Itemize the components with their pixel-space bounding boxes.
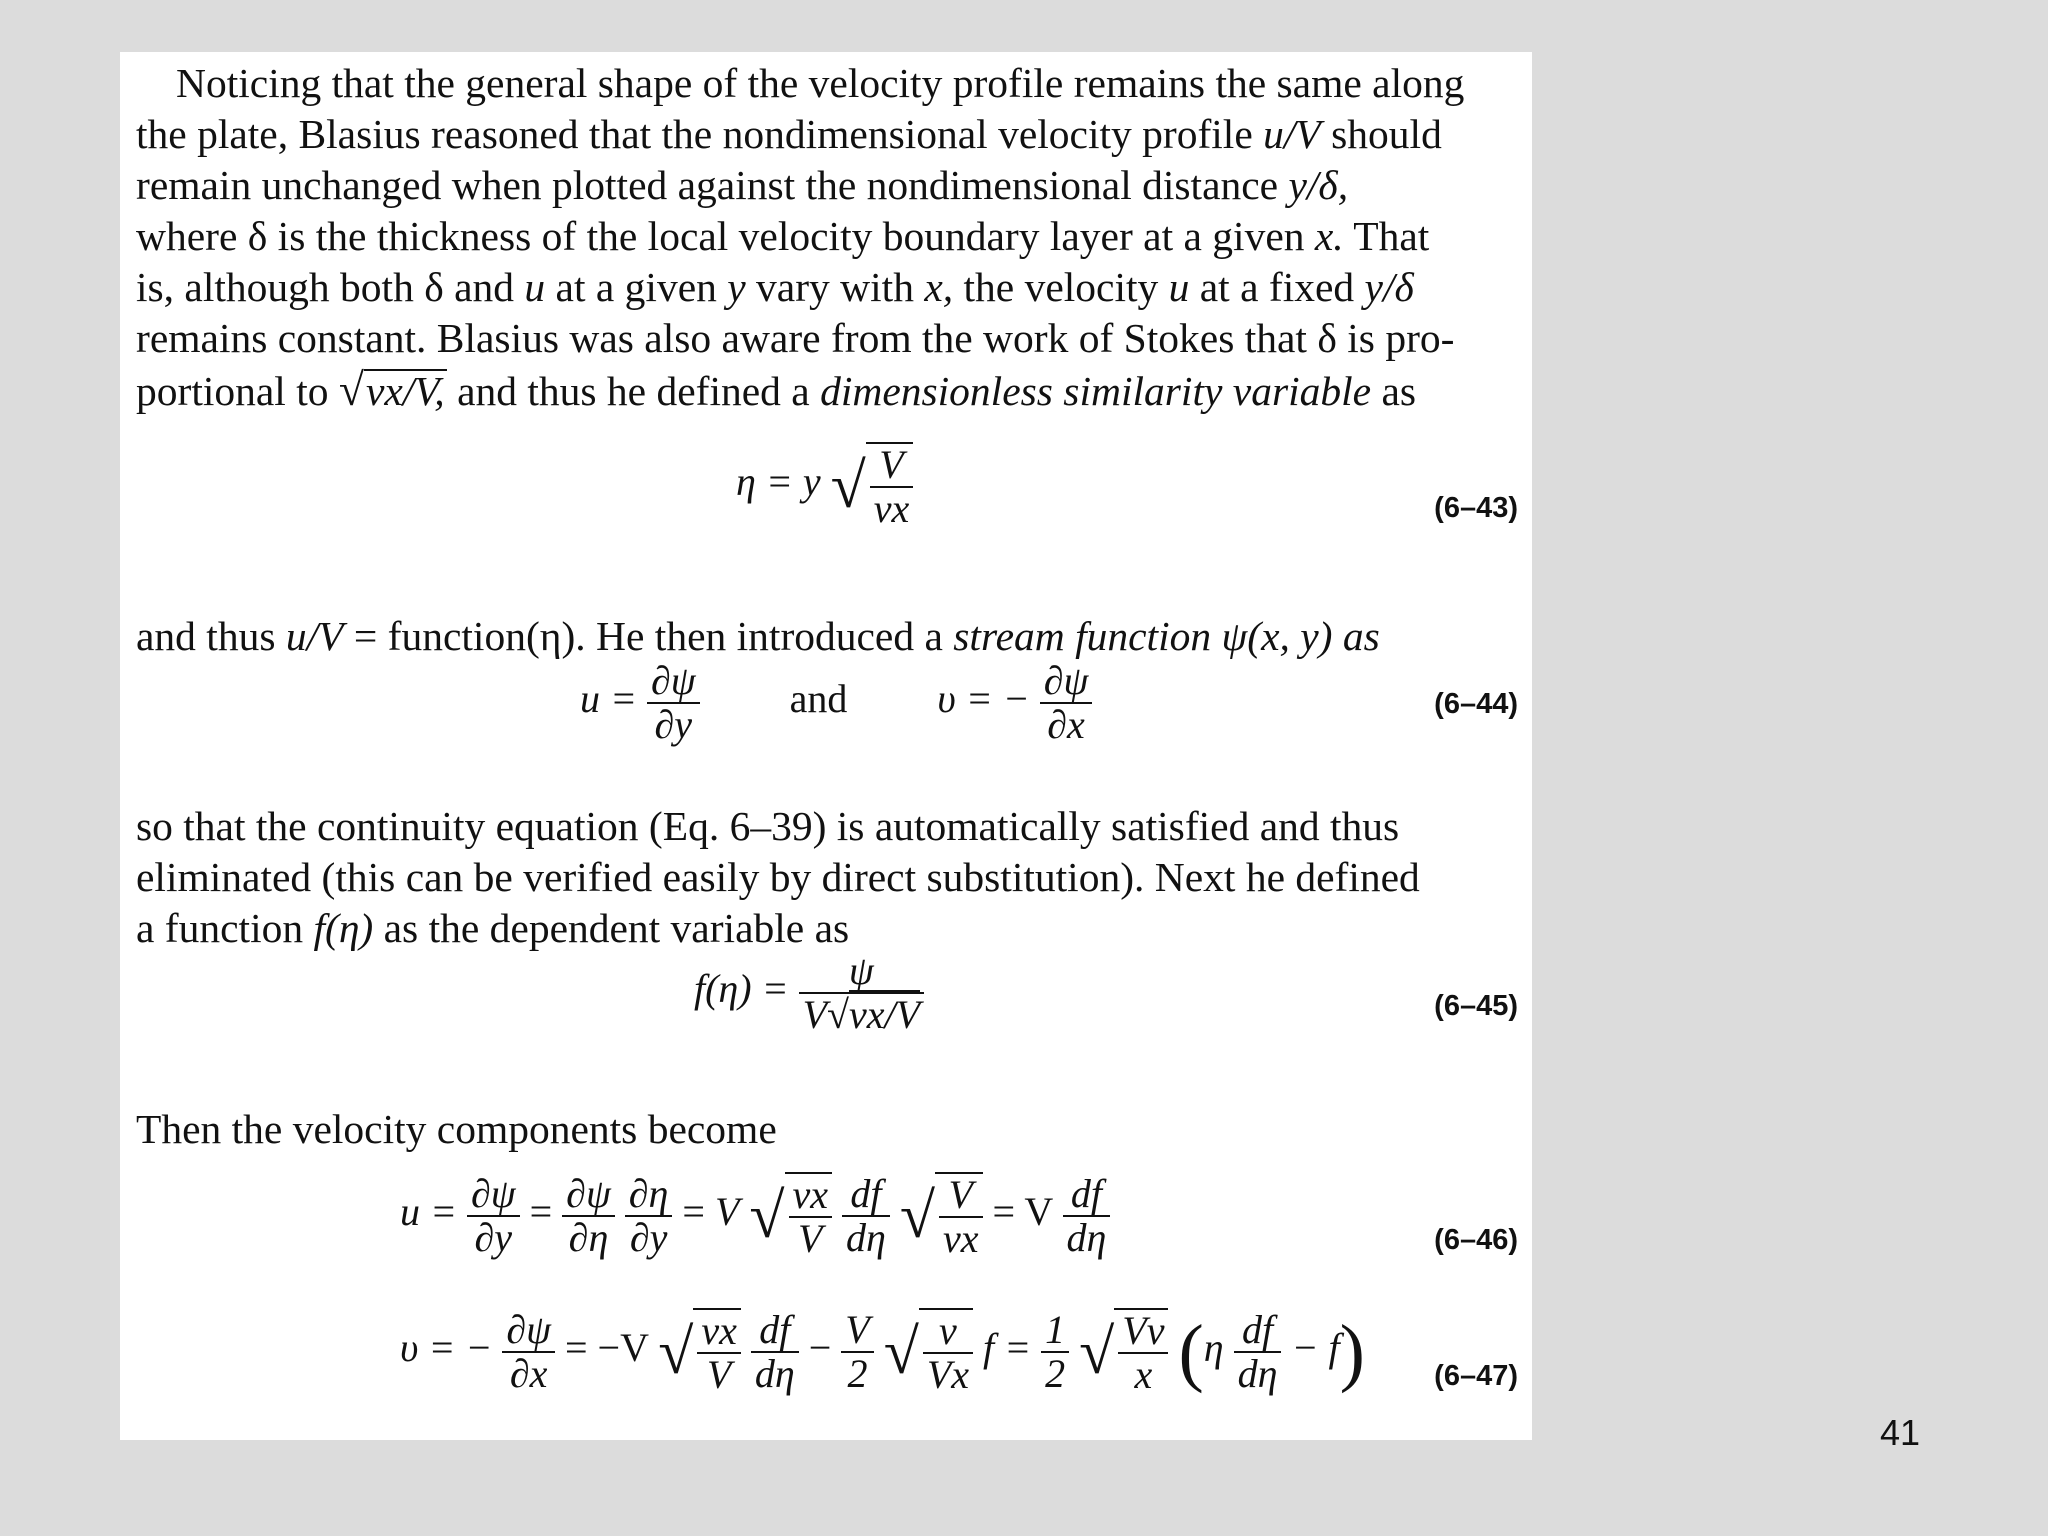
math-inline: νx/V, xyxy=(365,368,445,414)
numerator: df xyxy=(751,1309,799,1353)
eq-sign: = xyxy=(529,1189,553,1235)
text-line: as xyxy=(1371,368,1417,414)
denominator: 2 xyxy=(847,1351,868,1396)
fraction xyxy=(562,1173,615,1259)
text-line: portional to xyxy=(136,368,339,414)
denominator: dη xyxy=(846,1215,886,1260)
text-line: at a fixed xyxy=(1189,264,1365,310)
equation-6-47 xyxy=(400,1308,1365,1396)
den-radicand: νx/V xyxy=(848,992,921,1037)
denominator: V xyxy=(706,1352,732,1397)
paragraph-stream-function xyxy=(136,611,1520,662)
equation-number-6-43: (6–43) xyxy=(1434,492,1518,524)
emphasis-term: stream function xyxy=(953,613,1212,659)
numerator: ∂ψ xyxy=(562,1173,615,1217)
text-line: = function(η). He then introduced a xyxy=(343,613,954,659)
radical: √ $\frac{\nu}{Vx}$ xyxy=(884,1308,973,1396)
eq-lhs: u = xyxy=(400,1189,457,1235)
text-line: eliminated (this can be verified easily by direct substitution). Next he defined xyxy=(136,854,1420,900)
text-line: is, although both δ and xyxy=(136,264,525,310)
equation-number-6-46: (6–46) xyxy=(1434,1224,1518,1256)
open-paren: ( xyxy=(1178,1310,1204,1394)
text-line: so that the continuity equation (Eq. 6–39) is automatically satisfied and thus xyxy=(136,803,1400,849)
eq-lhs: η = y xyxy=(736,459,821,505)
fraction xyxy=(751,1309,799,1395)
equation-6-46 xyxy=(400,1172,1110,1260)
numerator: νx xyxy=(697,1310,741,1354)
numerator: Vν xyxy=(1118,1310,1168,1354)
numerator: df xyxy=(1234,1309,1282,1353)
text-line: vary with xyxy=(745,264,925,310)
text-line: That xyxy=(1343,213,1430,259)
text-line: the velocity xyxy=(953,264,1169,310)
numerator: ν xyxy=(923,1310,973,1354)
eq-lhs: u = xyxy=(580,676,637,722)
radical: √ $\frac{\nu x}{V}$ xyxy=(658,1308,741,1396)
denominator: dη xyxy=(1066,1215,1107,1260)
text-line: where δ is the thickness of the local velocity boundary layer at a given xyxy=(136,213,1315,259)
fraction xyxy=(502,1309,555,1395)
equation-number-6-47: (6–47) xyxy=(1434,1360,1518,1392)
text-line: remain unchanged when plotted against the nondimensional distance xyxy=(136,162,1289,208)
text-line: and thus he defined a xyxy=(446,368,821,414)
textbook-page-scan xyxy=(120,52,1532,1440)
eq-and: and xyxy=(789,676,848,722)
fraction xyxy=(467,1173,520,1259)
text-line: as the dependent variable as xyxy=(373,905,850,951)
denominator: ∂y xyxy=(629,1215,668,1260)
numerator: V xyxy=(870,444,914,488)
fraction xyxy=(841,1309,873,1395)
text-line: remains constant. Blasius was also aware from the work of Stokes that δ is pro- xyxy=(136,315,1455,361)
math-inline: y xyxy=(727,264,746,310)
close-paren: ) xyxy=(1339,1310,1365,1394)
text-line: a function xyxy=(136,905,314,951)
fraction xyxy=(647,660,700,746)
slide-page-number: 41 xyxy=(1880,1412,1921,1453)
numerator: 1 xyxy=(1041,1309,1069,1353)
math-inline: y/δ, xyxy=(1288,162,1349,208)
fraction xyxy=(1234,1309,1282,1395)
denominator: V√νx/V xyxy=(802,992,921,1037)
paragraph-blasius-intro: Noticing that the general shape of the velocity profile remains the same along the plate, Blasius reasoned that the nondimensional velocity profile u/V should remain unchanged when plotted against the nondimensional distance y/δ, where δ is the thickness of the local velocity boundary layer at a given x. That is, although both δ and u at a given y vary with x, the velocity u at a fixed y/δ remains constant. Blasius was also aware from the work of Stokes that δ is pro- portional to √νx/V, and thus he defined a dimensionless similarity variable as xyxy=(136,60,1465,415)
text-line: should xyxy=(1320,111,1442,157)
denominator: ∂y xyxy=(474,1215,513,1260)
numerator: ∂ψ xyxy=(647,660,700,704)
radical: √ $\frac{V}{\nu x}$ xyxy=(831,442,914,530)
text-line: the plate, Blasius reasoned that the nondimensional velocity profile xyxy=(136,111,1264,157)
math-inline: u/V xyxy=(285,613,344,659)
fraction xyxy=(842,1173,890,1259)
denominator: νx xyxy=(873,486,910,531)
denominator: x xyxy=(1134,1352,1153,1397)
equation-6-44 xyxy=(580,660,1092,746)
math-inline: y/δ xyxy=(1364,264,1414,310)
math-inline: u xyxy=(1168,264,1190,310)
eq-term: = −V xyxy=(564,1325,649,1371)
denominator: Vx xyxy=(926,1352,970,1397)
fraction xyxy=(1041,1309,1069,1395)
paragraph-velocity-components xyxy=(136,1104,1520,1155)
text-line: and thus xyxy=(136,613,286,659)
denominator: dη xyxy=(1237,1351,1278,1396)
math-inline: x, xyxy=(924,264,954,310)
denominator: 2 xyxy=(1045,1351,1066,1396)
eq-term: η xyxy=(1203,1325,1224,1371)
radical: √ $\frac{V\nu}{x}$ xyxy=(1079,1308,1168,1396)
eq-lhs: f(η) = xyxy=(694,966,789,1012)
denominator: ∂x xyxy=(1047,702,1085,747)
numerator: ∂ψ xyxy=(1040,660,1093,704)
math-inline: x. xyxy=(1314,213,1344,259)
eq-sign: − xyxy=(808,1325,832,1371)
numerator: df xyxy=(1063,1173,1111,1217)
math-inline: f(η) xyxy=(313,905,374,951)
eq-lhs: υ = − xyxy=(937,676,1030,722)
emphasis-term: dimensionless similarity variable xyxy=(820,368,1372,414)
eq-sign: = xyxy=(682,1189,705,1235)
denominator: νx xyxy=(943,1216,979,1261)
math-inline: u xyxy=(524,264,546,310)
radical: √ $\frac{\nu x}{V}$ xyxy=(749,1172,832,1260)
eq-term: f = xyxy=(983,1325,1032,1371)
den-term: V xyxy=(802,992,828,1037)
equation-number-6-45: (6–45) xyxy=(1434,990,1518,1022)
numerator: V xyxy=(939,1174,983,1218)
paragraph-continuity xyxy=(136,801,1520,954)
numerator: ∂ψ xyxy=(467,1173,520,1217)
denominator: ∂η xyxy=(568,1215,609,1260)
numerator: ∂η xyxy=(625,1173,673,1217)
eq-term: V xyxy=(714,1189,740,1235)
numerator: V xyxy=(841,1309,873,1353)
numerator: ψ xyxy=(799,950,924,994)
fraction xyxy=(1040,660,1093,746)
text-line: Noticing that the general shape of the velocity profile remains the same along xyxy=(176,60,1465,106)
denominator: V xyxy=(798,1216,823,1261)
fraction xyxy=(1063,1173,1111,1259)
denominator: dη xyxy=(754,1351,795,1396)
denominator: ∂x xyxy=(509,1351,548,1396)
numerator: ∂ψ xyxy=(502,1309,555,1353)
denominator: ∂y xyxy=(654,702,693,747)
text-line: Then the velocity components become xyxy=(136,1106,777,1152)
numerator: νx xyxy=(789,1174,833,1218)
text-line: at a given xyxy=(545,264,728,310)
equation-number-6-44: (6–44) xyxy=(1434,688,1518,720)
math-inline: ψ(x, y) as xyxy=(1211,613,1380,659)
radical: √ $\frac{V}{\nu x}$ xyxy=(900,1172,983,1260)
fraction xyxy=(625,1173,673,1259)
eq-term: − f xyxy=(1291,1325,1340,1371)
numerator: df xyxy=(842,1173,890,1217)
math-inline: u/V xyxy=(1263,111,1321,157)
equation-6-43 xyxy=(736,442,913,530)
eq-lhs: υ = − xyxy=(400,1325,493,1371)
fraction xyxy=(799,950,924,1036)
equation-6-45 xyxy=(694,950,924,1036)
eq-term: = V xyxy=(992,1189,1053,1235)
